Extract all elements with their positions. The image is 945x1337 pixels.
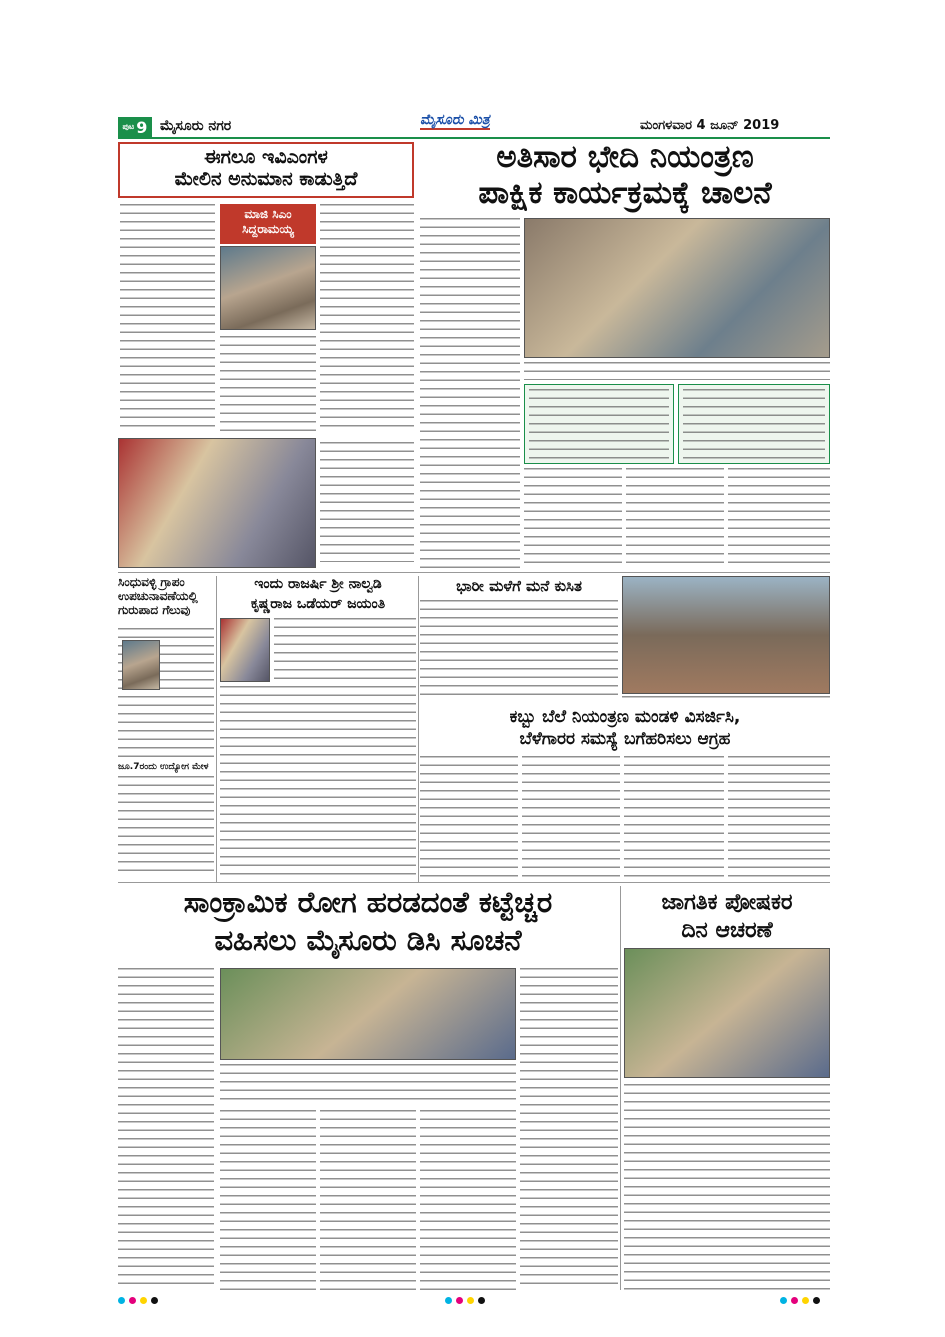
rain-headline: ಭಾರೀ ಮಳೆಗೆ ಮನೆ ಕುಸಿತ [456,577,582,595]
dc-body-col1 [118,968,214,1290]
rally-photo [118,438,316,568]
dc-body-col5 [520,968,618,1290]
diarrhoea-body-col2 [524,468,622,568]
byelection-headline-line1: ಸಿಂಧುವಳ್ಳಿ ಗ್ರಾಪಂ [118,575,185,589]
nutrition-headline-line1: ಜಾಗತಿಕ ಪೋಷಕರ [661,890,793,915]
sugarcane-headline-line2: ಬೆಳೆಗಾರರ ಸಮಸ್ಯೆ ಬಗೆಹರಿಸಲು ಆಗ್ರಹ [519,729,731,749]
sugarcane-body-col4 [728,756,830,878]
registration-marks-right [780,1297,870,1305]
nutrition-body [624,1084,830,1290]
wadiyar-portrait [220,618,270,682]
diarrhoea-body-col4 [728,468,830,568]
evm-tag-line2: ಸಿದ್ದರಾಮಯ್ಯ [242,222,294,236]
yellow-dot [467,1297,474,1304]
jayanti-body-col1 [274,618,416,682]
magenta-dot [791,1297,798,1304]
diarrhoea-headline-line1: ಅತಿಸಾರ ಭೇದಿ ನಿಯಂತ್ರಣ [496,139,754,175]
siddaramaiah-photo [220,246,316,330]
cyan-dot [780,1297,787,1304]
evm-body-col1 [120,204,215,432]
byelection-headline [118,576,214,617]
cyan-dot [118,1297,125,1304]
byelection-headline-line3: ಗುರುಪಾದ ಗೆಲುವು [118,602,191,617]
dc-body-col4 [420,1110,516,1290]
cyan-dot [445,1297,452,1304]
gurupada-photo [122,640,160,690]
evm-tag-line1: ಮಾಜಿ ಸಿಎಂ [244,207,292,221]
sugarcane-body-col1 [420,756,518,878]
magenta-dot [129,1297,136,1304]
page-number: 9 [136,117,148,137]
divider-col-b [418,576,419,882]
jayanti-headline-line2: ಕೃಷ್ಣರಾಜ ಒಡೆಯರ್ ಜಯಂತಿ [250,596,386,612]
black-dot [151,1297,158,1304]
collapsed-house-photo [622,576,830,694]
dc-body-col3 [320,1110,416,1290]
dc-body-col2 [220,1110,316,1290]
rally-caption [320,442,414,562]
registration-marks-center [445,1297,535,1305]
job-fair-body [118,776,214,878]
job-fair-subhead: ಜೂ.7ರಂದು ಉದ್ಯೋಗ ಮೇಳ [118,762,209,772]
rain-photo-caption [622,696,830,704]
dc-photo-caption [220,1064,516,1104]
dc-headline-line1: ಸಾಂಕ್ರಾಮಿಕ ರೋಗ ಹರಡದಂತೆ ಕಟ್ಟೆಚ್ಚರ [183,885,553,919]
evm-tag [220,204,316,244]
black-dot [813,1297,820,1304]
byelection-headline-line2: ಉಪಚುನಾವಣೆಯಲ್ಲಿ [118,588,198,603]
section-title: ಮೈಸೂರು ನಗರ [160,118,232,134]
evm-headline-box [118,142,414,198]
page-number-badge [118,117,152,137]
page-label: ಪುಟ [122,122,135,131]
sugarcane-body-col2 [522,756,620,878]
sugarcane-headline-line1: ಕಬ್ಬು ಬೆಲೆ ನಿಯಂತ್ರಣ ಮಂಡಳಿ ವಿಸರ್ಜಿಸಿ, [509,707,741,727]
masthead: ಮೈಸೂರು ಮಿತ್ರ [420,112,490,128]
divider-row2 [118,882,830,883]
evm-body-col2 [220,336,316,432]
divider-row1 [118,572,830,573]
rain-body [420,600,618,700]
yellow-dot [802,1297,809,1304]
evm-headline-line1: ಈಗಲೂ ಇವಿಎಂಗಳ [204,146,328,168]
diarrhoea-body-col1 [420,218,520,568]
group-photo [624,948,830,1078]
magenta-dot [456,1297,463,1304]
nutrition-headline-line2: ದಿನ ಆಚರಣೆ [681,918,773,943]
jayanti-body-wide [220,686,416,878]
black-dot [478,1297,485,1304]
dateline: ಮಂಗಳವಾರ 4 ಜೂನ್ 2019 [640,118,780,133]
diarrhoea-event-photo [524,218,830,358]
diarrhoea-photo-caption [524,362,830,380]
divider-col-c [620,886,621,1290]
dc-meeting-photo [220,968,516,1060]
dc-headline-line2: ವಹಿಸಲು ಮೈಸೂರು ಡಿಸಿ ಸೂಚನೆ [214,923,522,957]
divider-col-a [216,576,217,882]
yellow-dot [140,1297,147,1304]
diarrhoea-body-col3 [626,468,724,568]
registration-marks-left [118,1297,208,1305]
diarrhoea-quote-box-right [678,384,830,464]
evm-body-col3 [320,204,414,432]
diarrhoea-quote-box-left [524,384,674,464]
evm-headline-line2: ಮೇಲಿನ ಅನುಮಾನ ಕಾಡುತ್ತಿದೆ [174,167,358,190]
jayanti-headline-line1: ಇಂದು ರಾಜರ್ಷಿ ಶ್ರೀ ನಾಲ್ವಡಿ [254,576,382,592]
diarrhoea-headline-line2: ಪಾಕ್ಷಿಕ ಕಾರ್ಯಕ್ರಮಕ್ಕೆ ಚಾಲನೆ [478,175,772,211]
sugarcane-body-col3 [624,756,724,878]
